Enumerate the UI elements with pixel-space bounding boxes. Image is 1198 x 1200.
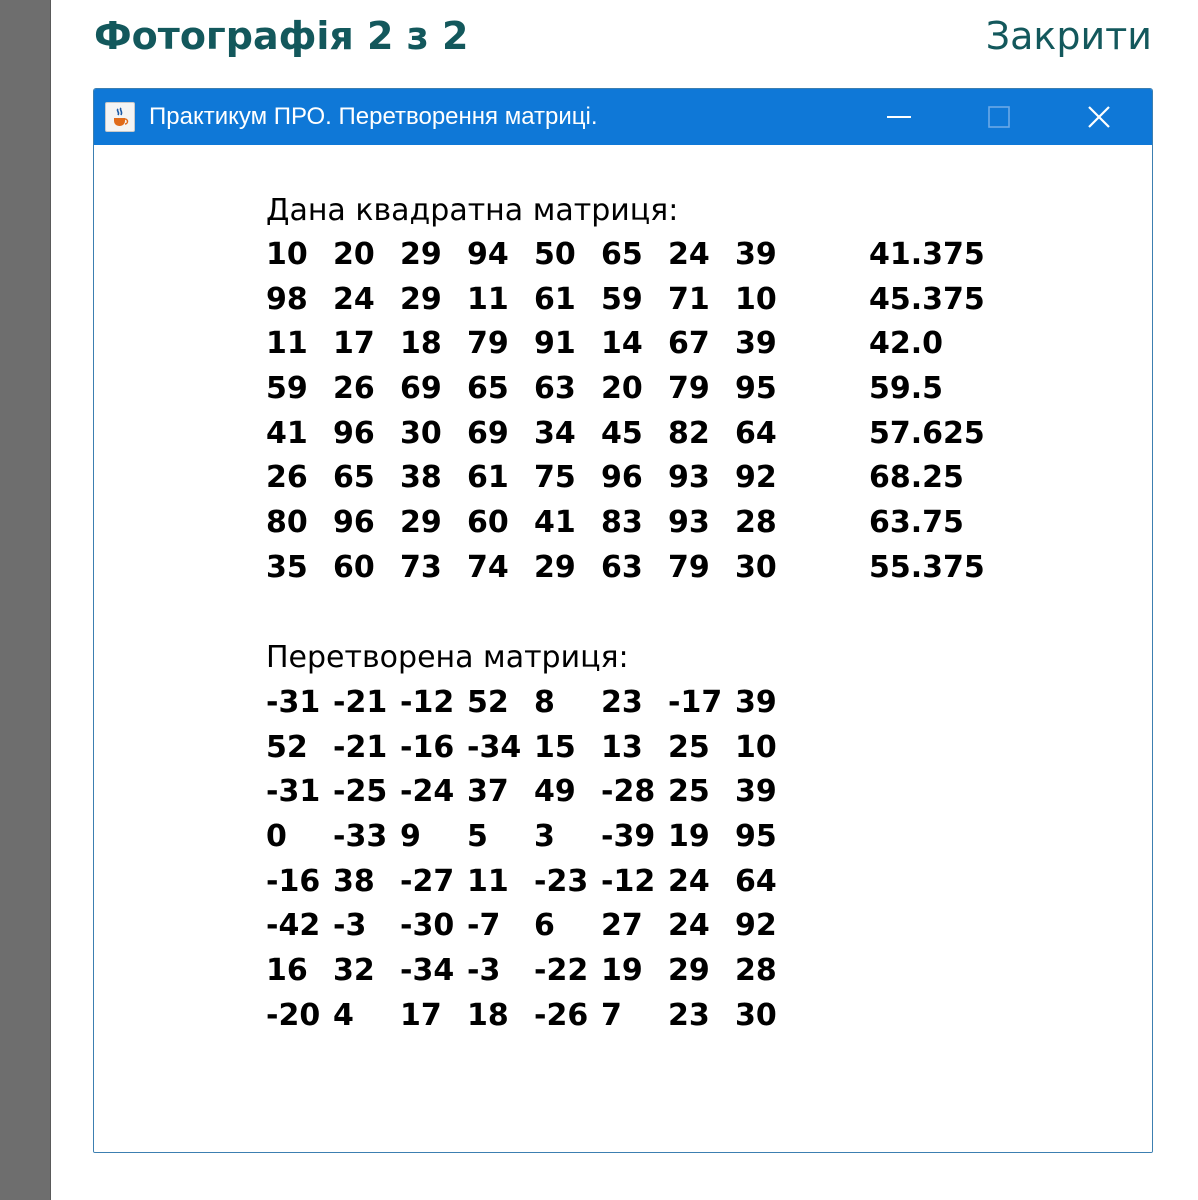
matrix-cell: 95: [735, 371, 777, 407]
matrix-cell: 96: [333, 505, 375, 541]
photo-counter-title: Фотографія 2 з 2: [94, 14, 469, 58]
matrix-cell: 17: [333, 326, 375, 362]
matrix-cell: 82: [668, 415, 710, 451]
matrix-cell: 19: [601, 953, 643, 989]
matrix-cell: 4: [333, 997, 354, 1033]
matrix-cell: 29: [400, 505, 442, 541]
matrix-cell: 24: [668, 908, 710, 944]
matrix-cell: 91: [534, 326, 576, 362]
matrix-cell: 10: [735, 281, 777, 317]
matrix-cell: 13: [601, 729, 643, 765]
matrix-cell: -31: [266, 685, 321, 720]
matrix-cell: 52: [266, 729, 308, 765]
java-cup-icon: [105, 102, 135, 132]
matrix-cell: 28: [735, 953, 777, 989]
matrix-cell: -24: [400, 774, 455, 810]
matrix-cell: -33: [333, 819, 388, 855]
matrix-cell: 95: [735, 819, 777, 855]
maximize-icon: [984, 102, 1014, 132]
matrix-cell: 26: [333, 371, 375, 407]
matrix-cell: 65: [333, 460, 375, 496]
matrix-cell: 35: [266, 549, 308, 585]
matrix-cell: 32: [333, 953, 375, 989]
row-mean-value: 41.375: [869, 237, 985, 272]
matrix-cell: 80: [266, 505, 308, 541]
matrix-cell: 79: [668, 549, 710, 585]
close-icon: [1084, 102, 1114, 132]
matrix-cell: 94: [467, 237, 509, 272]
matrix-cell: 16: [266, 953, 308, 989]
matrix-cell: 63: [601, 549, 643, 585]
matrix-cell: -16: [266, 863, 321, 899]
matrix-cell: -22: [534, 953, 589, 989]
row-mean-value: 68.25: [869, 460, 964, 496]
matrix-cell: 83: [601, 505, 643, 541]
matrix-cell: 79: [668, 371, 710, 407]
matrix-cell: 92: [735, 460, 777, 496]
matrix-cell: 27: [601, 908, 643, 944]
matrix-cell: 93: [668, 505, 710, 541]
matrix-cell: 11: [467, 281, 509, 317]
matrix-cell: 25: [668, 774, 710, 810]
matrix-cell: 52: [467, 685, 509, 720]
matrix-cell: 38: [400, 460, 442, 496]
matrix-cell: -17: [668, 685, 723, 720]
matrix-cell: -34: [400, 953, 455, 989]
matrix-cell: 28: [735, 505, 777, 541]
matrix-cell: 39: [735, 237, 777, 272]
matrix-cell: 30: [735, 549, 777, 585]
minimize-button[interactable]: [864, 89, 934, 145]
matrix-cell: 64: [735, 863, 777, 899]
matrix-cell: 10: [266, 237, 308, 272]
matrix-cell: 18: [400, 326, 442, 362]
matrix-cell: 19: [668, 819, 710, 855]
matrix-cell: 20: [601, 371, 643, 407]
window-content: [94, 145, 1152, 1152]
matrix-cell: 69: [467, 415, 509, 451]
matrix-cell: 60: [333, 549, 375, 585]
matrix-cell: -26: [534, 997, 589, 1033]
minimize-icon: [884, 102, 914, 132]
matrix-cell: 23: [601, 685, 643, 720]
matrix-cell: 30: [400, 415, 442, 451]
matrix-cell: 96: [601, 460, 643, 496]
matrix-cell: 45: [601, 415, 643, 451]
matrix-cell: 65: [467, 371, 509, 407]
matrix-cell: 29: [400, 237, 442, 272]
matrix-cell: 11: [467, 863, 509, 899]
row-mean-value: 63.75: [869, 505, 964, 541]
matrix-cell: 75: [534, 460, 576, 496]
matrix-cell: 8: [534, 685, 555, 720]
matrix-cell: 96: [333, 415, 375, 451]
matrix-cell: 20: [333, 237, 375, 272]
close-window-button[interactable]: [1064, 89, 1134, 145]
viewer-side-strip: [0, 0, 51, 1200]
row-mean-value: 45.375: [869, 281, 985, 317]
window-titlebar[interactable]: [94, 89, 1152, 145]
matrix-cell: -42: [266, 908, 321, 944]
matrix-cell: 0: [266, 819, 287, 855]
matrix-cell: 9: [400, 819, 421, 855]
matrix-cell: 39: [735, 326, 777, 362]
matrix-cell: -21: [333, 729, 388, 765]
matrix-cell: 23: [668, 997, 710, 1033]
matrix-cell: -39: [601, 819, 656, 855]
matrix-cell: -34: [467, 729, 522, 765]
matrix-cell: 14: [601, 326, 643, 362]
matrix-cell: -27: [400, 863, 455, 899]
matrix-cell: 93: [668, 460, 710, 496]
matrix-cell: 25: [668, 729, 710, 765]
matrix-cell: 61: [467, 460, 509, 496]
matrix-cell: -7: [467, 908, 501, 944]
matrix-cell: 59: [601, 281, 643, 317]
matrix-cell: 15: [534, 729, 576, 765]
matrix-cell: 60: [467, 505, 509, 541]
matrix-cell: -20: [266, 997, 321, 1033]
matrix-cell: -16: [400, 729, 455, 765]
matrix-cell: 39: [735, 774, 777, 810]
matrix-cell: -12: [601, 863, 656, 899]
matrix-cell: 29: [534, 549, 576, 585]
matrix-cell: 79: [467, 326, 509, 362]
matrix-cell: -30: [400, 908, 455, 944]
matrix-cell: 3: [534, 819, 555, 855]
matrix-cell: 24: [668, 237, 710, 272]
matrix-cell: 17: [400, 997, 442, 1033]
matrix-cell: 69: [400, 371, 442, 407]
matrix-cell: 63: [534, 371, 576, 407]
matrix-cell: 61: [534, 281, 576, 317]
matrix-cell: 92: [735, 908, 777, 944]
matrix-cell: 24: [668, 863, 710, 899]
row-mean-value: 57.625: [869, 415, 985, 451]
matrix-cell: 71: [668, 281, 710, 317]
matrix-cell: 41: [534, 505, 576, 541]
matrix-cell: 49: [534, 774, 576, 810]
row-mean-value: 59.5: [869, 371, 944, 407]
matrix-cell: 5: [467, 819, 488, 855]
matrix-cell: 29: [400, 281, 442, 317]
matrix-cell: -31: [266, 774, 321, 810]
matrix-cell: -23: [534, 863, 589, 899]
matrix-cell: 39: [735, 685, 777, 720]
matrix-cell: -21: [333, 685, 388, 720]
matrix-cell: 41: [266, 415, 308, 451]
matrix-cell: -25: [333, 774, 388, 810]
matrix-cell: 26: [266, 460, 308, 496]
matrix-cell: 11: [266, 326, 308, 362]
matrix-cell: 59: [266, 371, 308, 407]
matrix-cell: 50: [534, 237, 576, 272]
matrix-cell: 37: [467, 774, 509, 810]
matrix-cell: -28: [601, 774, 656, 810]
maximize-button[interactable]: [964, 89, 1034, 145]
matrix-cell: 7: [601, 997, 622, 1033]
matrix-cell: -3: [333, 908, 367, 944]
row-mean-value: 55.375: [869, 549, 985, 585]
close-link[interactable]: Закрити: [985, 14, 1152, 58]
matrix-cell: 29: [668, 953, 710, 989]
matrix-cell: 38: [333, 863, 375, 899]
matrix-cell: 64: [735, 415, 777, 451]
matrix-cell: -3: [467, 953, 501, 989]
matrix-cell: 18: [467, 997, 509, 1033]
matrix-cell: 73: [400, 549, 442, 585]
row-mean-value: 42.0: [869, 326, 944, 362]
matrix-cell: 10: [735, 729, 777, 765]
converted-matrix-label: Перетворена матриця:: [266, 640, 629, 675]
matrix-cell: 74: [467, 549, 509, 585]
app-window: [93, 88, 1153, 1153]
matrix-cell: 98: [266, 281, 308, 317]
matrix-cell: 24: [333, 281, 375, 317]
matrix-cell: 30: [735, 997, 777, 1033]
matrix-cell: 6: [534, 908, 555, 944]
matrix-cell: 67: [668, 326, 710, 362]
given-matrix-label: Дана квадратна матриця:: [266, 193, 679, 228]
window-title: Практикум ПРО. Перетворення матриці.: [149, 103, 598, 130]
matrix-cell: -12: [400, 685, 455, 720]
matrix-cell: 65: [601, 237, 643, 272]
matrix-cell: 34: [534, 415, 576, 451]
